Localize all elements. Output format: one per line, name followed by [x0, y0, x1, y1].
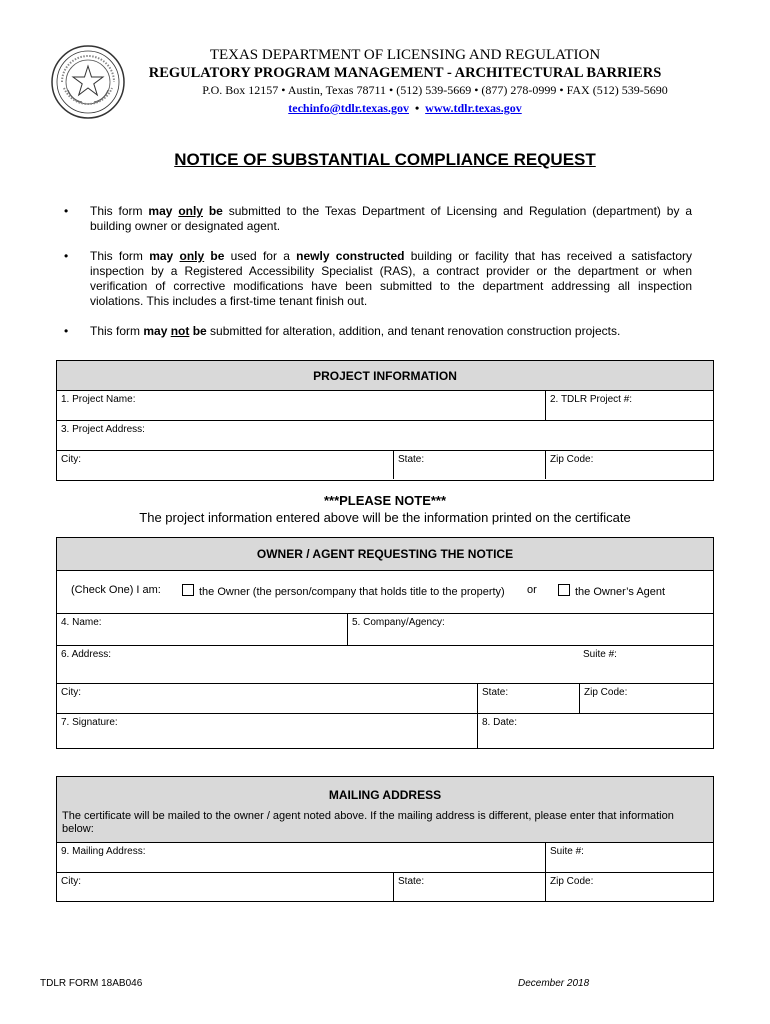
- project-name-row: [57, 391, 713, 421]
- separator-dot: •: [414, 101, 420, 115]
- mailing-suite-field[interactable]: Suite #:: [545, 843, 713, 872]
- please-note-heading: ***PLEASE NOTE***: [323, 493, 447, 508]
- tdlr-project-number-field[interactable]: 2. TDLR Project #:: [545, 391, 713, 420]
- owner-suite-field[interactable]: Suite #:: [583, 649, 617, 660]
- instruction-item: • This form may not be submitted for alteration, addition, and tenant renovation construction projects.: [64, 324, 621, 338]
- mailing-header-block: [57, 777, 713, 843]
- check-one-label: (Check One) I am:: [71, 584, 161, 596]
- mailing-address-section: [56, 776, 714, 902]
- agent-option[interactable]: the Owner’s Agent: [558, 584, 665, 598]
- mailing-description: The certificate will be mailed to the owner / agent noted above. If the mailing address is different, please enter that information below:: [62, 810, 674, 835]
- mailing-zip-field[interactable]: Zip Code:: [545, 873, 713, 901]
- program-name: REGULATORY PROGRAM MANAGEMENT - ARCHITECTURAL BARRIERS: [148, 65, 662, 81]
- project-state-field[interactable]: State:: [393, 451, 545, 479]
- instruction-item: • This form may only be submitted to the Texas Department of Licensing and Regulation (department) by a building owner or designated agent.: [64, 204, 692, 233]
- agency-web-line: [120, 101, 690, 116]
- form-id: TDLR FORM 18AB046: [40, 978, 143, 989]
- instruction-item: • This form may only be used for a newly constructed building or facility that has received a satisfactory inspection by a Registered Accessibility Specialist (RAS), a contract provider or the department or when verification of corrective modifications have been submitted to the department addressing all inspection violations. This includes a first-time tenant finish out.: [64, 249, 693, 308]
- project-city-field[interactable]: City:: [61, 454, 81, 465]
- mailing-state-field[interactable]: State:: [393, 873, 545, 901]
- project-city-row: [57, 451, 713, 479]
- owner-city-field[interactable]: City:: [61, 687, 81, 698]
- owner-address-field[interactable]: 6. Address:: [61, 649, 112, 660]
- project-address-field[interactable]: 3. Project Address:: [61, 424, 145, 435]
- owner-option[interactable]: the Owner (the person/company that holds title to the property): [182, 584, 505, 598]
- mailing-city-field[interactable]: City:: [61, 876, 81, 887]
- section-heading: MAILING ADDRESS: [328, 788, 442, 802]
- agency-contact-line: P.O. Box 12157 • Austin, Texas 78711 • (512) 539-5669 • (877) 278-0999 • FAX (512) 539-5690: [202, 83, 668, 97]
- bullet-icon: •: [64, 249, 69, 263]
- project-address-row: [57, 421, 713, 451]
- owner-zip-field[interactable]: Zip Code:: [579, 684, 713, 713]
- owner-address-row: [57, 646, 713, 684]
- project-name-field[interactable]: 1. Project Name:: [61, 394, 136, 405]
- mailing-address-row: [57, 843, 713, 873]
- email-link[interactable]: techinfo@tdlr.texas.gov: [288, 101, 409, 115]
- owner-name-row: [57, 614, 713, 646]
- owner-name-field[interactable]: 4. Name:: [61, 617, 102, 628]
- mailing-city-row: [57, 873, 713, 901]
- or-text: or: [527, 584, 537, 596]
- revision-date: December 2018: [518, 978, 590, 989]
- agent-checkbox[interactable]: [558, 584, 570, 596]
- section-heading: OWNER / AGENT REQUESTING THE NOTICE: [57, 538, 713, 571]
- signature-field[interactable]: 7. Signature:: [61, 717, 118, 728]
- project-information-section: [56, 360, 714, 481]
- project-zip-field[interactable]: Zip Code:: [545, 451, 713, 479]
- owner-signature-row: [57, 714, 713, 748]
- agency-name: TEXAS DEPARTMENT OF LICENSING AND REGULATION: [209, 47, 601, 63]
- website-link[interactable]: www.tdlr.texas.gov: [425, 101, 522, 115]
- instructions-list: [62, 204, 692, 354]
- section-heading: PROJECT INFORMATION: [57, 361, 713, 391]
- owner-checkbox[interactable]: [182, 584, 194, 596]
- check-one-row: [57, 571, 713, 614]
- form-title: NOTICE OF SUBSTANTIAL COMPLIANCE REQUEST: [174, 150, 596, 169]
- owner-state-field[interactable]: State:: [477, 684, 579, 713]
- bullet-icon: •: [64, 324, 69, 338]
- please-note-text: The project information entered above will be the information printed on the certificate: [139, 510, 631, 525]
- bullet-icon: •: [64, 204, 69, 218]
- mailing-address-field[interactable]: 9. Mailing Address:: [61, 846, 146, 857]
- owner-city-row: [57, 684, 713, 714]
- owner-agent-section: [56, 537, 714, 749]
- texas-state-seal: [50, 44, 126, 120]
- date-field[interactable]: 8. Date:: [477, 714, 713, 748]
- owner-company-field[interactable]: 5. Company/Agency:: [347, 614, 713, 645]
